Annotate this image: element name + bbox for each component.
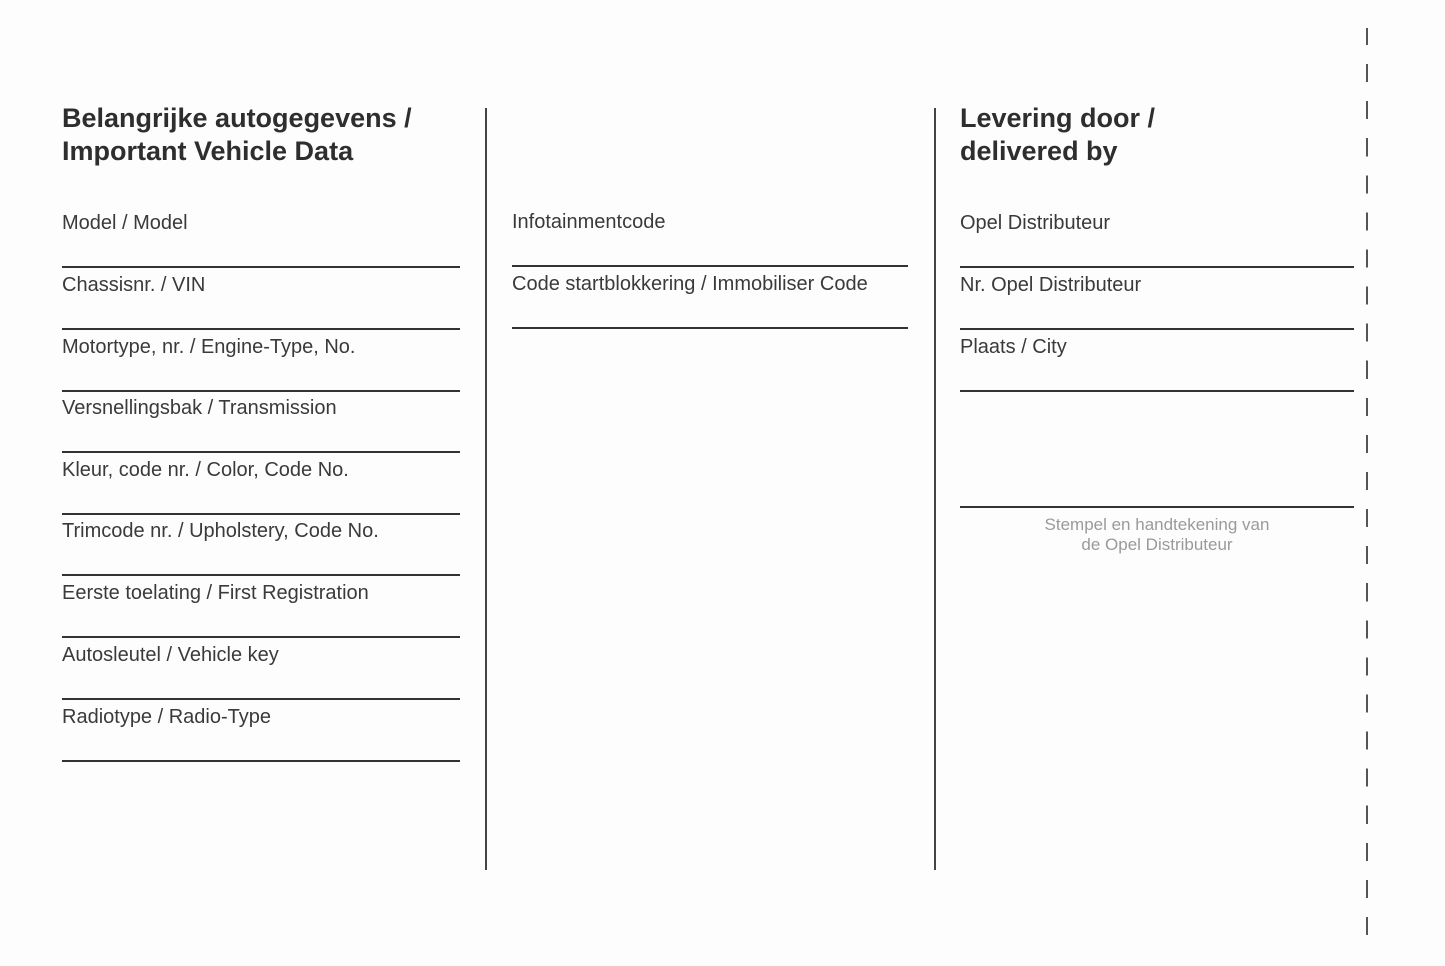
entry-line bbox=[62, 266, 460, 268]
entry-line bbox=[62, 760, 460, 762]
field-engine-type[interactable] bbox=[62, 335, 460, 397]
stamp-signature-line[interactable] bbox=[960, 506, 1354, 508]
title-line-english: Important Vehicle Data bbox=[62, 136, 354, 166]
field-label: Radiotype / Radio-Type bbox=[62, 706, 272, 728]
column-divider bbox=[485, 108, 487, 870]
perforation-cut-line bbox=[1366, 28, 1368, 936]
field-transmission[interactable] bbox=[62, 396, 460, 458]
entry-line bbox=[62, 698, 460, 700]
field-opel-distributor[interactable] bbox=[960, 211, 1354, 273]
entry-line bbox=[960, 328, 1354, 330]
field-label: Trimcode nr. / Upholstery, Code No. bbox=[62, 520, 379, 542]
field-vin[interactable] bbox=[62, 273, 460, 335]
stamp-caption-line: Stempel en handtekening van bbox=[1044, 515, 1270, 534]
entry-line bbox=[62, 636, 460, 638]
field-label: Chassisnr. / VIN bbox=[62, 274, 206, 296]
entry-line bbox=[960, 266, 1354, 268]
title-line-english: delivered by bbox=[960, 136, 1118, 166]
field-upholstery-code[interactable] bbox=[62, 519, 460, 581]
field-label: Kleur, code nr. / Color, Code No. bbox=[62, 459, 349, 481]
field-city[interactable] bbox=[960, 335, 1354, 397]
section-title-delivered-by bbox=[960, 102, 1155, 168]
field-label: Code startblokkering / Immobiliser Code bbox=[512, 273, 868, 295]
section-title-vehicle-data bbox=[62, 102, 412, 168]
field-label: Versnellingsbak / Transmission bbox=[62, 397, 337, 419]
field-color-code[interactable] bbox=[62, 458, 460, 520]
field-label: Motortype, nr. / Engine-Type, No. bbox=[62, 336, 356, 358]
entry-line bbox=[960, 390, 1354, 392]
stamp-caption-line: de Opel Distributeur bbox=[1081, 535, 1233, 554]
field-model[interactable] bbox=[62, 211, 460, 273]
entry-line bbox=[62, 390, 460, 392]
field-label: Plaats / City bbox=[960, 336, 1067, 358]
entry-line bbox=[62, 328, 460, 330]
entry-line bbox=[62, 513, 460, 515]
field-label: Opel Distributeur bbox=[960, 212, 1111, 234]
field-radio-type[interactable] bbox=[62, 705, 460, 767]
field-label: Nr. Opel Distributeur bbox=[960, 274, 1142, 296]
field-label: Infotainmentcode bbox=[512, 211, 666, 233]
title-line-dutch: Belangrijke autogegevens / bbox=[62, 103, 412, 133]
field-distributor-number[interactable] bbox=[960, 273, 1354, 335]
entry-line bbox=[62, 574, 460, 576]
field-label: Model / Model bbox=[62, 212, 188, 234]
stamp-caption bbox=[960, 515, 1354, 555]
field-immobiliser-code[interactable] bbox=[512, 272, 908, 334]
entry-line bbox=[62, 451, 460, 453]
column-divider bbox=[934, 108, 936, 870]
entry-line bbox=[512, 327, 908, 329]
field-first-registration[interactable] bbox=[62, 581, 460, 643]
entry-line bbox=[512, 265, 908, 267]
field-label: Autosleutel / Vehicle key bbox=[62, 644, 279, 666]
field-infotainment-code[interactable] bbox=[512, 210, 908, 272]
field-vehicle-key[interactable] bbox=[62, 643, 460, 705]
title-line-dutch: Levering door / bbox=[960, 103, 1156, 133]
field-label: Eerste toelating / First Registration bbox=[62, 582, 369, 604]
